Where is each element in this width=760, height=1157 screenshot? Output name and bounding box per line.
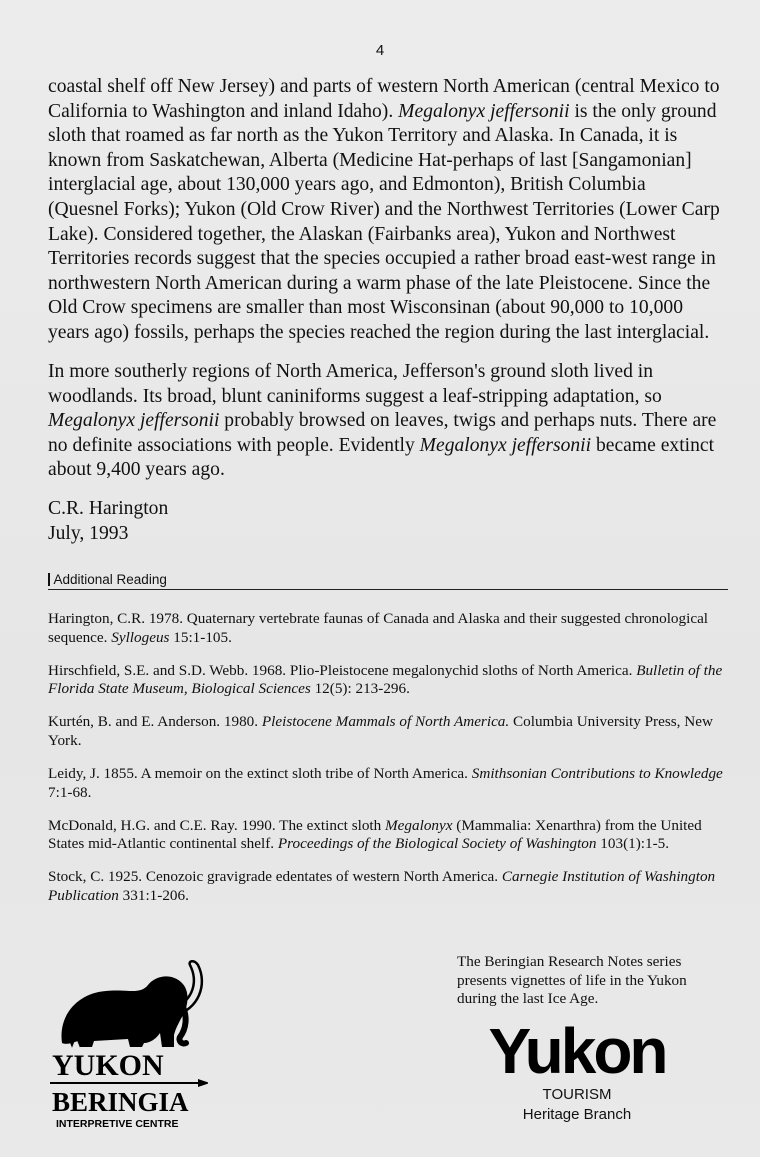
- yukon-wordmark: Yukon: [488, 1015, 666, 1087]
- yukon-tourism-logo: [487, 1015, 667, 1133]
- logo-line-beringia: BERINGIA: [52, 1087, 189, 1117]
- page-number: 4: [375, 42, 385, 59]
- author-name: C.R. Harington: [48, 498, 169, 519]
- additional-reading-heading: [48, 572, 728, 590]
- italic-run: Syllogeus: [111, 628, 170, 646]
- body-paragraph-1: coastal shelf off New Jersey) and parts of western North American (central Mexico to California to Washington and inland Idaho). Megalonyx jeffersonii is the only ground sloth that roamed as far north as the Yukon Territory and Alaska. In Canada, it is known from Saskatchewan, Alberta (Medicine Hat-perhaps of last [Sangamonian] interglacial age, about 130,000 years ago, and Edmonton), British Columbia (Quesnel Forks); Yukon (Old Crow River) and the Northwest Territories (Lower Carp Lake). Considered together, the Alaskan (Fairbanks area), Yukon and Northwest Territories records suggest that the species occupied a rather broad east-west range in northwestern North American during a warm phase of the late Pleistocene. Since the Old Crow specimens are smaller than most Wisconsinan (about 90,000 to 10,000 years ago) fossils, perhaps the species reached the region during the last interglacial.: [48, 76, 720, 343]
- logo-line-yukon: YUKON: [52, 1049, 164, 1082]
- italic-run: Carnegie Institution of Washington Publication: [48, 868, 716, 905]
- logo-line-centre: INTERPRETIVE CENTRE: [56, 1118, 179, 1130]
- series-note: The Beringian Research Notes series presents vignettes of life in the Yukon during the last Ice Age.: [457, 953, 687, 1008]
- italic-run: Pleistocene Mammals of North America.: [261, 713, 510, 731]
- italic-run: Bulletin of the Florida State Museum, Biological Sciences: [48, 661, 723, 698]
- author-signature: [48, 497, 168, 546]
- heritage-branch-label: Heritage Branch: [522, 1106, 632, 1123]
- reference-item: Kurtén, B. and E. Anderson. 1980. Pleistocene Mammals of North America. Columbia University Press, New York.: [48, 713, 713, 749]
- italic-run: Megalonyx jeffersonii: [419, 434, 592, 456]
- yukon-beringia-logo: [48, 955, 208, 1130]
- italic-run: Megalonyx jeffersonii: [398, 100, 570, 122]
- body-paragraph-2: In more southerly regions of North America, Jefferson's ground sloth lived in woodlands. Its broad, blunt caniniforms suggest a leaf-stripping adaptation, so Megalonyx jeffersonii probably browsed on leaves, twigs and perhaps nuts. There are no definite associations with people. Evidently Megalonyx jeffersonii became extinct about 9,400 years ago.: [48, 361, 717, 481]
- heading-text: Additional Reading: [53, 572, 167, 587]
- heading-marker: [48, 573, 50, 586]
- mammoth-icon: [48, 955, 208, 1130]
- reference-item: Leidy, J. 1855. A memoir on the extinct sloth tribe of North America. Smithsonian Contributions to Knowledge 7:1-68.: [48, 765, 723, 801]
- reference-item: Harington, C.R. 1978. Quaternary vertebrate faunas of Canada and Alaska and their suggested chronological sequence. Syllogeus 15:1-105.: [48, 610, 709, 646]
- tourism-label: TOURISM: [542, 1086, 612, 1103]
- reference-item: McDonald, H.G. and C.E. Ray. 1990. The extinct sloth Megalonyx (Mammalia: Xenarthra) from the United States mid-Atlantic continental shelf. Proceedings of the Biological Society of Washington 103(1):1-5.: [48, 816, 702, 853]
- italic-run: Smithsonian Contributions to Knowledge: [471, 765, 723, 783]
- reference-item: Stock, C. 1925. Cenozoic gravigrade edentates of western North America. Carnegie Institution of Washington Publication 331:1-206.: [48, 868, 716, 905]
- reference-list: [48, 610, 728, 920]
- italic-run: Megalonyx jeffersonii: [48, 410, 220, 432]
- reference-item: Hirschfield, S.E. and S.D. Webb. 1968. Plio-Pleistocene megalonychid sloths of North America. Bulletin of the Florida State Museum, Biological Sciences 12(5): 213-296.: [48, 661, 723, 698]
- author-date: July, 1993: [48, 522, 129, 544]
- italic-run: Proceedings of the Biological Society of Washington: [277, 835, 597, 853]
- italic-run: Megalonyx: [385, 816, 453, 834]
